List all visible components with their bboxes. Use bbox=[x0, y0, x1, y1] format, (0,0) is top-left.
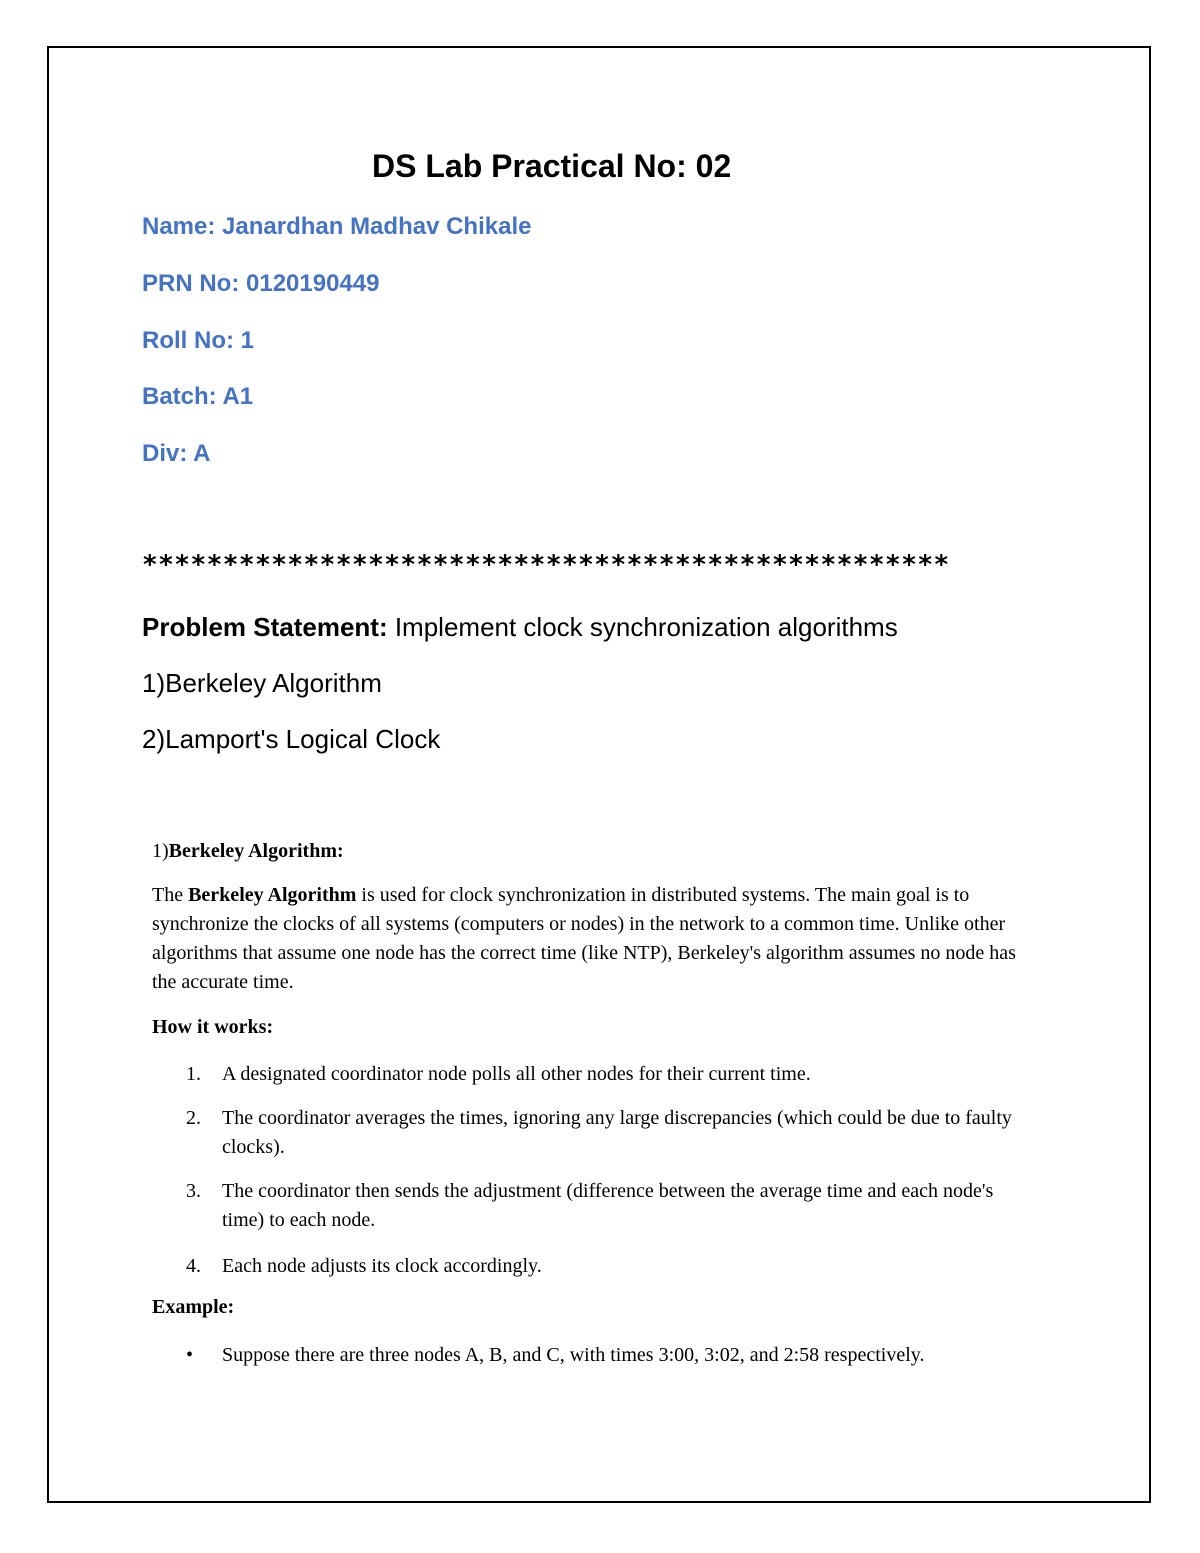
student-div: Div: A bbox=[142, 440, 211, 467]
list-item bbox=[186, 1341, 1036, 1370]
student-roll: Roll No: 1 bbox=[142, 327, 254, 354]
list-item-text: The coordinator then sends the adjustment (difference between the average time and each node's time) to each node. bbox=[222, 1180, 994, 1231]
problem-item-berkeley: 1)Berkeley Algorithm bbox=[142, 668, 382, 698]
section-number: 1) bbox=[152, 840, 169, 862]
how-it-works-heading: How it works: bbox=[152, 1016, 274, 1038]
para-bold-term: Berkeley Algorithm bbox=[188, 884, 357, 906]
list-item-number: 2. bbox=[186, 1107, 201, 1129]
list-item bbox=[186, 1177, 1036, 1235]
page-title: DS Lab Practical No: 02 bbox=[372, 148, 732, 184]
list-item-text: The coordinator averages the times, ignoring any large discrepancies (which could be due to faulty clocks). bbox=[222, 1107, 1012, 1158]
section-heading bbox=[152, 840, 344, 863]
page-border bbox=[47, 46, 1151, 1503]
problem-statement bbox=[142, 612, 898, 643]
example-heading: Example: bbox=[152, 1296, 235, 1318]
list-item bbox=[186, 1252, 1036, 1281]
section-title: Berkeley Algorithm: bbox=[168, 840, 344, 862]
intro-paragraph bbox=[152, 881, 1032, 997]
separator-line: ************************************************** bbox=[142, 550, 950, 580]
problem-text: Implement clock synchronization algorithms bbox=[387, 612, 898, 642]
problem-item-lamport: 2)Lamport's Logical Clock bbox=[142, 724, 441, 754]
student-name: Name: Janardhan Madhav Chikale bbox=[142, 213, 532, 240]
problem-label: Problem Statement: bbox=[142, 612, 388, 642]
student-batch: Batch: A1 bbox=[142, 383, 254, 410]
list-item-text: Suppose there are three nodes A, B, and C, with times 3:00, 3:02, and 2:58 respectively. bbox=[222, 1344, 925, 1366]
list-item-number: 1. bbox=[186, 1063, 201, 1085]
list-item bbox=[186, 1060, 1036, 1089]
list-item bbox=[186, 1104, 1036, 1162]
para-body: is used for clock synchronization in distributed systems. The main goal is to synchronize the clocks of all systems (computers or nodes) in the network to a common time. Unlike other algorithms that assume one node has the correct time (like NTP), Berkeley's algorithm assumes no node has the accurate time. bbox=[152, 884, 1016, 993]
list-item-number: 4. bbox=[186, 1255, 201, 1277]
list-item-text: Each node adjusts its clock accordingly. bbox=[222, 1255, 542, 1277]
bullet-icon: • bbox=[186, 1344, 194, 1366]
para-prefix: The bbox=[152, 884, 189, 906]
list-item-text: A designated coordinator node polls all other nodes for their current time. bbox=[222, 1063, 811, 1085]
student-prn: PRN No: 0120190449 bbox=[142, 270, 380, 297]
list-item-number: 3. bbox=[186, 1180, 201, 1202]
